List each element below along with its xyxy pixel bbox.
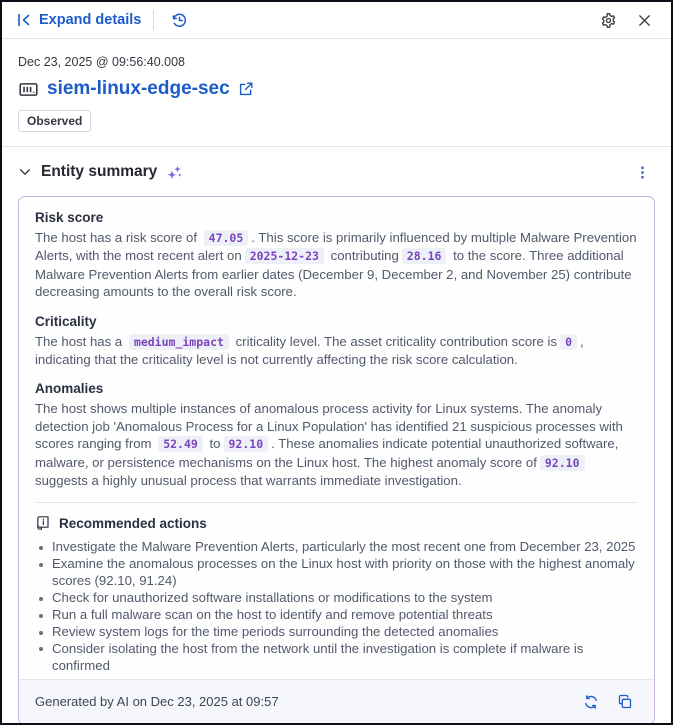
regenerate-button[interactable] (578, 689, 604, 715)
action-item: Examine the anomalous processes on the Linux host with priority on those with the highest anomaly scores (92.10, 91.24) (35, 556, 638, 590)
anomalies-section (35, 381, 638, 489)
code-value: 0 (560, 334, 577, 350)
action-item: Consider isolating the host from the network until the investigation is complete if malware is confirmed (35, 641, 638, 675)
expand-details-button[interactable] (16, 12, 141, 28)
recommended-actions-title: Recommended actions (59, 515, 207, 531)
chevron-down-icon (18, 165, 32, 179)
footer-actions (578, 689, 638, 715)
close-icon (637, 13, 652, 28)
flyout-header (2, 2, 671, 39)
gear-icon (600, 12, 617, 29)
anomalies-heading: Anomalies (35, 381, 104, 397)
entity-summary-header (18, 159, 655, 185)
code-value: 2025-12-23 (245, 248, 324, 264)
code-value: medium_impact (129, 334, 229, 350)
code-value: 52.49 (158, 436, 203, 452)
host-name: siem-linux-edge-sec (47, 78, 230, 99)
three-dots-vertical-icon (635, 165, 650, 180)
action-item: Investigate the Malware Prevention Alerts, particularly the most recent one from December 23, 2025 (35, 539, 638, 556)
storage-icon (18, 79, 39, 100)
panel-expand-icon (16, 12, 32, 28)
summary-card-body (19, 197, 654, 679)
expand-details-label: Expand details (39, 12, 142, 28)
risk-score-heading: Risk score (35, 210, 104, 225)
refresh-icon (583, 694, 599, 710)
recommended-actions-header (35, 515, 638, 531)
copy-button[interactable] (612, 689, 638, 715)
entity-summary-toggle[interactable] (18, 163, 183, 181)
ai-sparkles-icon (166, 164, 183, 181)
code-value: 28.16 (402, 248, 447, 264)
host-name-link[interactable] (47, 78, 254, 100)
criticality-section (35, 314, 638, 369)
criticality-text: The host has a medium_impact criticality level. The asset criticality contribution score is 0 , indicating that the criticality level is not currently affecting the risk score calculation. (35, 333, 584, 368)
summary-card-footer (19, 679, 654, 724)
section-divider (2, 146, 671, 147)
entity-timestamp: Dec 23, 2025 @ 09:56:40.008 (18, 55, 185, 69)
criticality-heading: Criticality (35, 313, 97, 329)
host-title-row (18, 78, 655, 100)
code-value: 92.10 (224, 436, 269, 452)
copy-icon (617, 694, 633, 710)
anomalies-text: The host shows multiple instances of anomalous process activity for Linux systems. The anomaly detection job 'Anomalous Process for a Linux Population' has identified 21 suspicious processes with scores ranging from 52.49 to 92.10 . These anomalies indicate potential unauthorized software, malware, or persistence mechanisms on the Linux host. The highest anomaly score of 92.10 suggests a highly unusual process that warrants immediate investigation. (35, 401, 623, 489)
settings-button[interactable] (595, 7, 621, 33)
history-icon (171, 12, 188, 29)
entity-summary-title: Entity summary (41, 163, 158, 180)
recommended-actions-list (35, 539, 638, 674)
flyout-body (2, 39, 671, 725)
generated-by-text: Generated by AI on Dec 23, 2025 at 09:57 (35, 694, 279, 710)
action-item: Review system logs for the time periods surrounding the detected anomalies (35, 624, 638, 641)
observed-badge: Observed (18, 110, 91, 132)
action-item: Run a full malware scan on the host to identify and remove potential threats (35, 607, 638, 624)
documentation-icon (35, 515, 51, 531)
badge-row (18, 110, 655, 132)
risk-score-text: The host has a risk score of 47.05 . This score is primarily influenced by multiple Malware Prevention Alerts, with the most recent alert on 2025-12-23 contributing 28.16 to the score. Three additional Malware Prevention Alerts from earlier dates (December 9, December 2, and November 25) contribute decreasing amounts to the overall risk score. (35, 230, 637, 300)
popout-icon (238, 81, 254, 97)
actions-divider (35, 502, 638, 503)
close-button[interactable] (631, 7, 657, 33)
code-value: 92.10 (540, 455, 585, 471)
action-item: Check for unauthorized software installations or modifications to the system (35, 590, 638, 607)
summary-menu-button[interactable] (629, 159, 655, 185)
code-value: 47.05 (204, 230, 249, 246)
header-divider (153, 10, 154, 30)
risk-score-section (35, 210, 638, 301)
history-button[interactable] (166, 7, 192, 33)
entity-summary-card (18, 196, 655, 725)
